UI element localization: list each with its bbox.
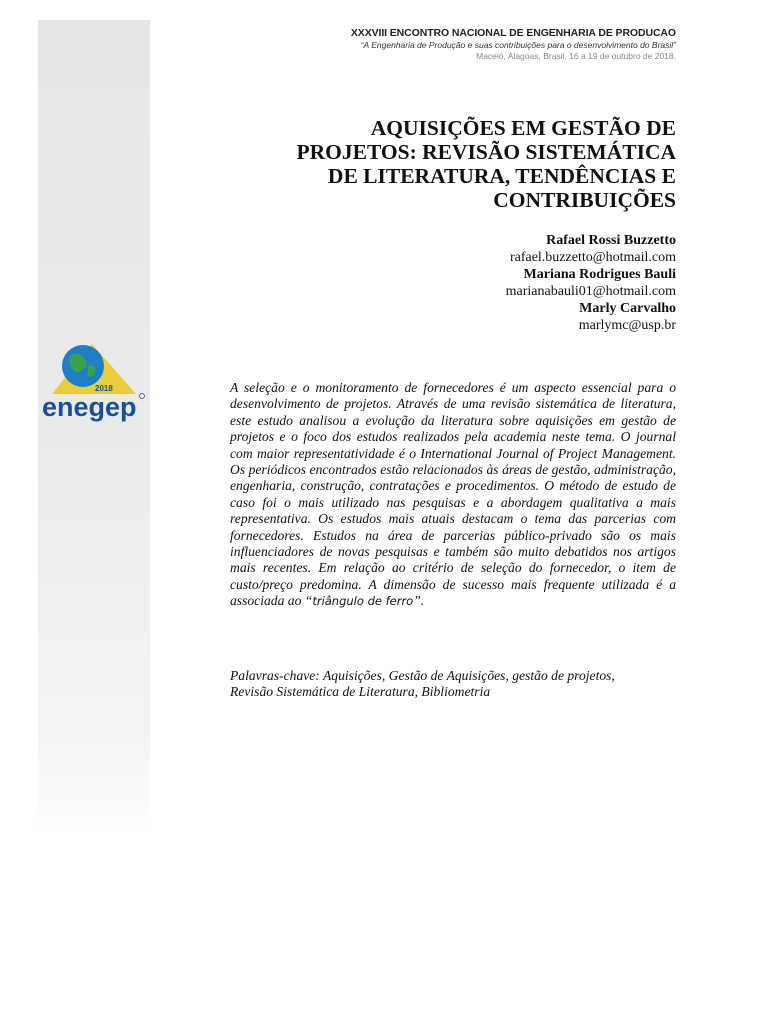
title-line: PROJETOS: REVISÃO SISTEMÁTICA [296,140,676,164]
keywords-line: Palavras-chave: Aquisições, Gestão de Aquisições, gestão de projetos, [230,668,615,683]
author-email: marlymc@usp.br [578,318,676,333]
conference-theme: “A Engenharia de Produção e suas contribuições para o desenvolvimento do Brasil” [360,40,676,50]
title-line: DE LITERATURA, TENDÊNCIAS E [327,164,676,188]
keywords [230,668,690,701]
author-name: Mariana Rodrigues Bauli [523,267,676,282]
author-name: Rafael Rossi Buzzetto [546,233,676,248]
abstract-text: A seleção e o monitoramento de fornecedores é um aspecto essencial para o desenvolvimento de projetos. Através de uma revisão sistemática de literatura, este estudo analisou a evolução da literatura sobre aquisições em gestão de projetos e o foco dos estudos realizados pela academia neste tema. O journal com maior representatividade é o International Journal of Project Management. Os periódicos encontrados estão relacionados às áreas de gestão, administração, engenharia, construção, contratações e procedimentos. O método de estudo de caso foi o mais utilizado nas pesquisas e a abordagem qualitativa a mais representativa. Os estudos mais atuais destacam o tema das parcerias com fornecedores. Estudos na área de parcerias público-privado são os mais influenciadores de novas pesquisas e também são muito debatidos nos artigos mais recentes. Em relação ao critério de seleção do fornecedor, o item de custo/preço predomina. A dimensão de sucesso mais frequente utilizada é a associada ao [230,380,676,609]
title-line: CONTRIBUIÇÕES [493,188,676,212]
conference-name: XXXVIII ENCONTRO NACIONAL DE ENGENHARIA DE PRODUCAO [350,27,676,39]
logo-wordmark: enegep [42,392,137,422]
abstract [230,380,676,610]
author-name: Marly Carvalho [579,301,676,316]
abstract-quote-open: “ [304,593,313,609]
paper-title [236,116,676,212]
conference-place-date: Maceió, Alagoas, Brasil, 16 a 19 de outubro de 2018. [476,51,676,61]
keywords-line: Revisão Sistemática de Literatura, Bibliometria [230,684,491,700]
author-email: rafael.buzzetto@hotmail.com [509,250,676,265]
title-line: AQUISIÇÕES EM GESTÃO DE [370,116,676,140]
abstract-quote: triângulo de ferro [312,594,414,609]
abstract-end: ”. [413,593,425,609]
conference-header [351,27,676,61]
author-email: marianabauli01@hotmail.com [505,284,676,299]
enegep-logo [40,336,150,426]
left-sidebar-band [38,20,150,832]
author-block [506,232,676,334]
logo-year: 2018 [95,384,113,393]
